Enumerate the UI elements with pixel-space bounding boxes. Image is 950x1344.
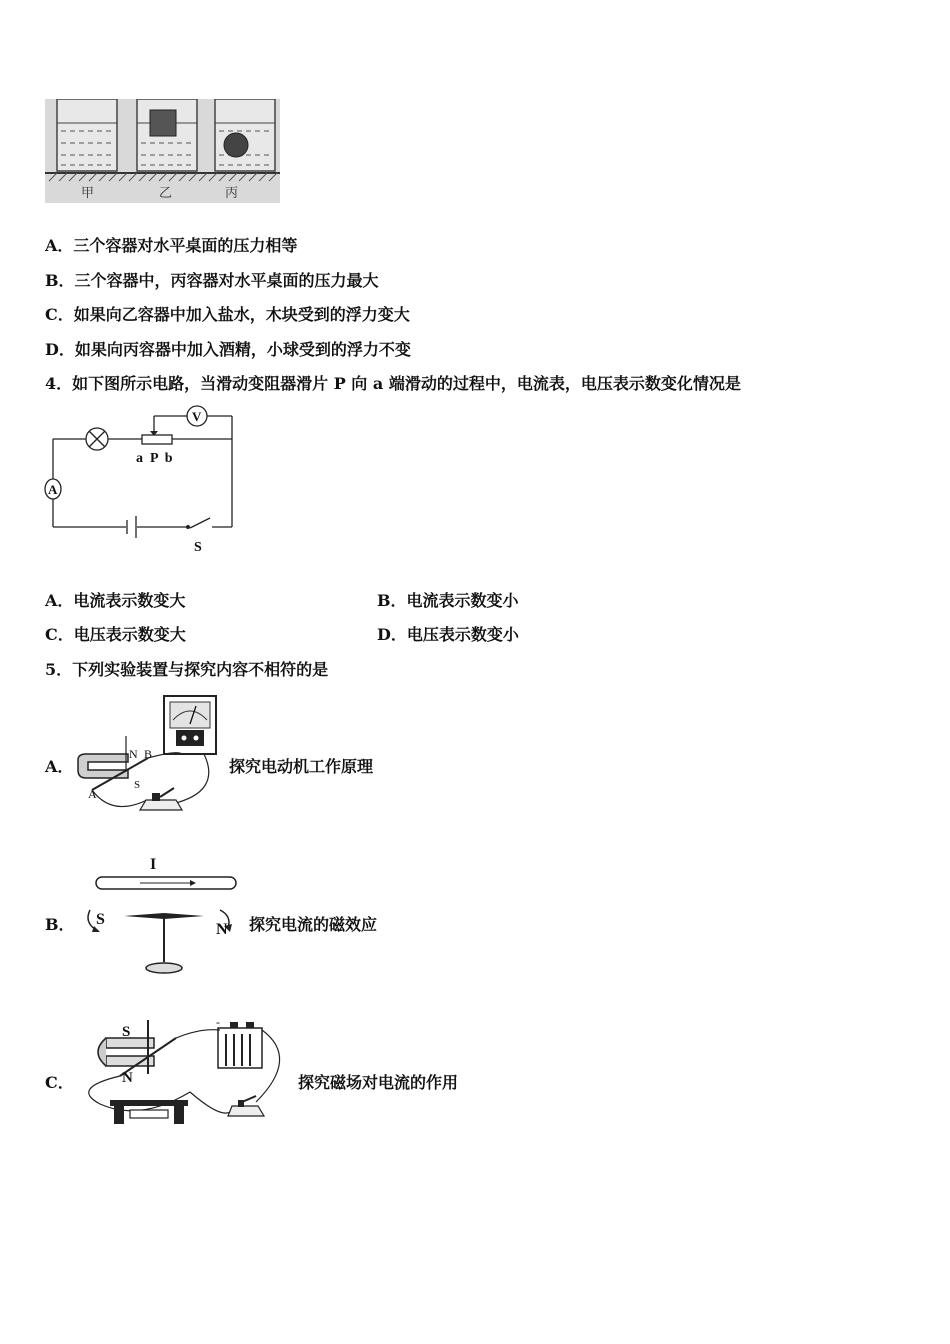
wooden-block bbox=[150, 110, 176, 136]
q3-option-c[interactable] bbox=[45, 305, 410, 325]
switch-symbol bbox=[186, 525, 190, 529]
q5-option-b-key[interactable]: B． bbox=[45, 915, 75, 934]
q3-option-a[interactable] bbox=[45, 236, 297, 256]
label-s: S bbox=[134, 779, 141, 791]
label-a: A bbox=[88, 787, 97, 801]
q4-option-c[interactable] bbox=[45, 625, 186, 645]
option-text: 电压表示数变大 bbox=[73, 625, 186, 644]
q5-option-c-key[interactable]: C． bbox=[45, 1073, 74, 1092]
option-key: B． bbox=[45, 271, 75, 290]
ammeter-label: A bbox=[48, 482, 58, 497]
q4-stem: 4．如下图所示电路，当滑动变阻器滑片 P 向 a 端滑动的过程中，电流表，电压表示数变化情况是 bbox=[45, 374, 741, 393]
small-ball bbox=[224, 133, 248, 157]
q3-containers-figure bbox=[45, 99, 280, 203]
option-text: 电压表示数变小 bbox=[406, 625, 519, 644]
label-minus: - bbox=[216, 1018, 220, 1029]
label-i: I bbox=[150, 856, 157, 873]
switch-label: S bbox=[194, 540, 202, 555]
motor-principle-setup-svg bbox=[80, 1018, 294, 1130]
option-text: 如果向乙容器中加入盐水，木块受到的浮力变大 bbox=[73, 305, 410, 324]
q4-option-b[interactable] bbox=[377, 591, 519, 611]
q4-option-d[interactable] bbox=[377, 625, 519, 645]
option-key: C． bbox=[45, 305, 74, 324]
label-yi: 乙 bbox=[159, 185, 173, 200]
option-text: 如果向丙容器中加入酒精，小球受到的浮力不变 bbox=[74, 340, 411, 359]
galvanometer-setup-svg bbox=[72, 692, 222, 820]
option-text: 电流表示数变小 bbox=[406, 591, 519, 610]
q3-containers-svg bbox=[45, 99, 280, 203]
q3-option-d[interactable] bbox=[45, 340, 411, 360]
rheostat-symbol bbox=[142, 435, 172, 444]
label-jia: 甲 bbox=[81, 185, 95, 200]
label-s: S bbox=[96, 911, 105, 928]
q4-circuit-svg bbox=[42, 404, 242, 556]
option-key: D． bbox=[45, 340, 75, 359]
label-n: N bbox=[216, 921, 228, 938]
voltmeter-label: V bbox=[192, 409, 202, 424]
label-s: S bbox=[122, 1024, 131, 1040]
option-key: B． bbox=[377, 591, 407, 610]
q5-option-a-figure bbox=[72, 692, 222, 820]
q5-option-b-figure bbox=[80, 852, 242, 982]
label-bing: 丙 bbox=[225, 185, 239, 200]
option-key: A． bbox=[45, 591, 74, 610]
label-n: N bbox=[122, 1070, 133, 1086]
label-n: N bbox=[129, 747, 138, 761]
q5-option-c-text: 探究磁场对电流的作用 bbox=[298, 1073, 459, 1092]
q5-option-c-figure bbox=[80, 1018, 294, 1130]
option-key: D． bbox=[377, 625, 407, 644]
oersted-setup-svg bbox=[80, 852, 242, 982]
q4-circuit-figure bbox=[42, 404, 242, 556]
option-text: 三个容器中，丙容器对水平桌面的压力最大 bbox=[74, 271, 379, 290]
option-text: 电流表示数变大 bbox=[73, 591, 186, 610]
q3-option-b[interactable] bbox=[45, 271, 379, 291]
option-text: 三个容器对水平桌面的压力相等 bbox=[73, 236, 298, 255]
option-key: A． bbox=[45, 236, 74, 255]
q4-option-a[interactable] bbox=[45, 591, 185, 611]
q5-option-a-key[interactable]: A． bbox=[45, 757, 74, 776]
q5-option-b-text: 探究电流的磁效应 bbox=[249, 915, 378, 934]
q5-option-a-text: 探究电动机工作原理 bbox=[229, 757, 374, 776]
label-b: B bbox=[144, 747, 153, 761]
option-key: C． bbox=[45, 625, 74, 644]
q5-stem: 5．下列实验装置与探究内容不相符的是 bbox=[45, 660, 329, 679]
rheostat-label: a P b bbox=[136, 451, 173, 466]
